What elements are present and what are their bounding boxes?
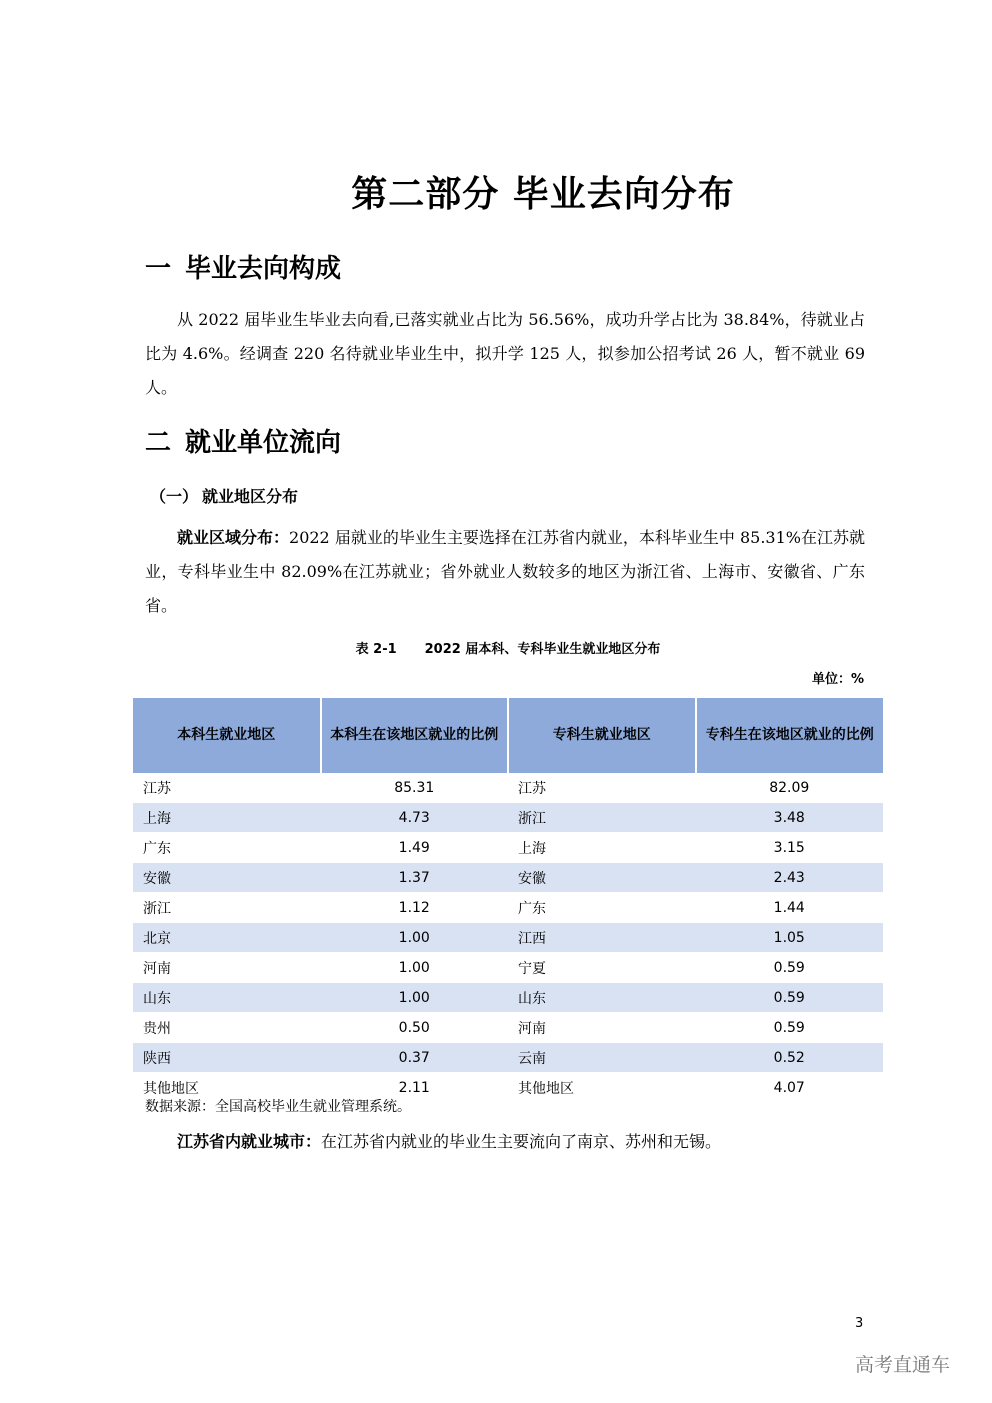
college-region-cell: 云南 [508,1043,696,1073]
section-heading-employer-flow [145,422,341,459]
undergrad-ratio-cell: 1.12 [321,893,509,923]
city-paragraph-text: 在江苏省内就业的毕业生主要流向了南京、苏州和无锡。 [321,1132,722,1151]
table-source-note: 数据来源：全国高校毕业生就业管理系统。 [145,1099,411,1115]
table-row [133,863,883,893]
section-heading-composition [145,248,341,285]
table-row [133,803,883,833]
college-region-cell: 广东 [508,893,696,923]
college-ratio-cell: 4.07 [696,1073,884,1103]
section-number: 二 [145,428,172,458]
undergrad-ratio-cell: 1.37 [321,863,509,893]
undergrad-region-cell: 山东 [133,983,321,1013]
undergrad-ratio-cell: 2.11 [321,1073,509,1103]
college-region-cell: 上海 [508,833,696,863]
undergrad-region-cell: 上海 [133,803,321,833]
undergrad-ratio-cell: 1.00 [321,923,509,953]
college-region-cell: 山东 [508,983,696,1013]
section-title: 毕业去向构成 [185,254,342,284]
subsection-heading-region [150,484,298,507]
part-title: 第二部分 毕业去向分布 [351,173,735,215]
college-region-cell: 浙江 [508,803,696,833]
header-college-region: 专科生就业地区 [508,698,696,773]
table-row [133,983,883,1013]
undergrad-ratio-cell: 85.31 [321,773,509,803]
watermark: 高考直通车 [855,1354,951,1376]
subsection-title: 就业地区分布 [202,487,299,506]
college-region-cell: 其他地区 [508,1073,696,1103]
undergrad-region-cell: 浙江 [133,893,321,923]
undergrad-ratio-cell: 0.50 [321,1013,509,1043]
table-caption-title: 2022 届本科、专科毕业生就业地区分布 [424,642,661,657]
undergrad-region-cell: 北京 [133,923,321,953]
undergrad-region-cell: 河南 [133,953,321,983]
college-region-cell: 江西 [508,923,696,953]
table-header-row [133,698,883,773]
undergrad-ratio-cell: 4.73 [321,803,509,833]
college-region-cell: 江苏 [508,773,696,803]
undergrad-ratio-cell: 1.00 [321,983,509,1013]
header-college-ratio: 专科生在该地区就业的比例 [696,698,884,773]
college-ratio-cell: 3.48 [696,803,884,833]
college-ratio-cell: 3.15 [696,833,884,863]
college-ratio-cell: 0.59 [696,983,884,1013]
city-paragraph-label: 江苏省内就业城市： [177,1132,322,1151]
table-caption [133,638,883,657]
college-ratio-cell: 0.59 [696,1013,884,1043]
college-ratio-cell: 0.59 [696,953,884,983]
region-paragraph-label: 就业区域分布： [177,528,290,547]
undergrad-region-cell: 贵州 [133,1013,321,1043]
college-ratio-cell: 2.43 [696,863,884,893]
region-paragraph [145,521,865,623]
undergrad-region-cell: 广东 [133,833,321,863]
undergrad-ratio-cell: 0.37 [321,1043,509,1073]
region-paragraph-text: 2022 届就业的毕业生主要选择在江苏省内就业，本科毕业生中 85.31%在江苏就业，专科毕业生中 82.09%在江苏就业；省外就业人数较多的地区为浙江省、上海市、安徽省、广东省。 [145,528,865,615]
undergrad-region-cell: 安徽 [133,863,321,893]
table-row [133,893,883,923]
table-row [133,923,883,953]
region-distribution-table [133,698,883,1103]
section-number: 一 [145,254,172,284]
college-ratio-cell: 1.05 [696,923,884,953]
composition-paragraph: 从 2022 届毕业生毕业去向看,已落实就业占比为 56.56%，成功升学占比为 38.84%，待就业占比为 4.6%。经调查 220 名待就业毕业生中，拟升学 125 人，拟参加公招考试 26 人，暂不就业 69 人。 [145,310,865,397]
undergrad-ratio-cell: 1.00 [321,953,509,983]
undergrad-region-cell: 江苏 [133,773,321,803]
undergrad-region-cell: 其他地区 [133,1073,321,1103]
college-ratio-cell: 82.09 [696,773,884,803]
undergrad-region-cell: 陕西 [133,1043,321,1073]
section-title: 就业单位流向 [185,428,342,458]
college-region-cell: 河南 [508,1013,696,1043]
table-row [133,1043,883,1073]
subsection-number: （一） [150,487,199,506]
table-row [133,953,883,983]
header-undergrad-region: 本科生就业地区 [133,698,321,773]
undergrad-ratio-cell: 1.49 [321,833,509,863]
header-undergrad-ratio: 本科生在该地区就业的比例 [321,698,509,773]
table-row [133,773,883,803]
page-number: 3 [855,1316,864,1331]
college-ratio-cell: 0.52 [696,1043,884,1073]
table-row [133,833,883,863]
table-unit: 单位：% [811,672,864,687]
table-row [133,1013,883,1043]
city-paragraph [145,1125,865,1159]
college-region-cell: 安徽 [508,863,696,893]
table-caption-label: 表 2-1 [355,642,397,657]
college-region-cell: 宁夏 [508,953,696,983]
college-ratio-cell: 1.44 [696,893,884,923]
